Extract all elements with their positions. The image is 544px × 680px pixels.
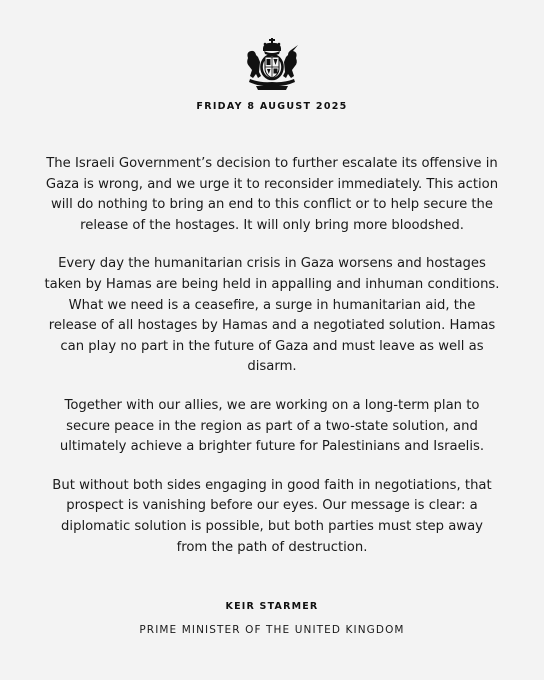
paragraph: But without both sides engaging in good faith in negotiations, that prospect is vanishing before our eyes. Our message is clear: a diplomatic solution is possible, but both parties must step away from the path of destruction. (52, 477, 492, 555)
paragraph: Every day the humanitarian crisis in Gaza worsens and hostages taken by Hamas are being held in appalling and inhuman conditions. What we need is a ceasefire, a surge in humanitarian aid, the release of all hostages by Hamas and a negotiated solution. Hamas can play no part in the future of Gaza and must leave as well as disarm. (44, 256, 500, 375)
statement-body (44, 154, 500, 576)
signer-name: KEIR STARMER (225, 601, 319, 612)
signer-title: PRIME MINISTER OF THE UNITED KINGDOM (139, 624, 405, 636)
statement-date: FRIDAY 8 AUGUST 2025 (196, 101, 348, 112)
royal-coat-of-arms-icon (242, 38, 302, 92)
paragraph: The Israeli Government’s decision to further escalate its offensive in Gaza is wrong, and we urge it to reconsider immediately. This action will do nothing to bring an end to this conflict or to help secure the release of the hostages. It will only bring more bloodshed. (45, 156, 499, 233)
paragraph: Together with our allies, we are working on a long-term plan to secure peace in the region as part of a two-state solution, and ultimately achieve a brighter future for Palestinians and Israelis. (59, 397, 485, 455)
